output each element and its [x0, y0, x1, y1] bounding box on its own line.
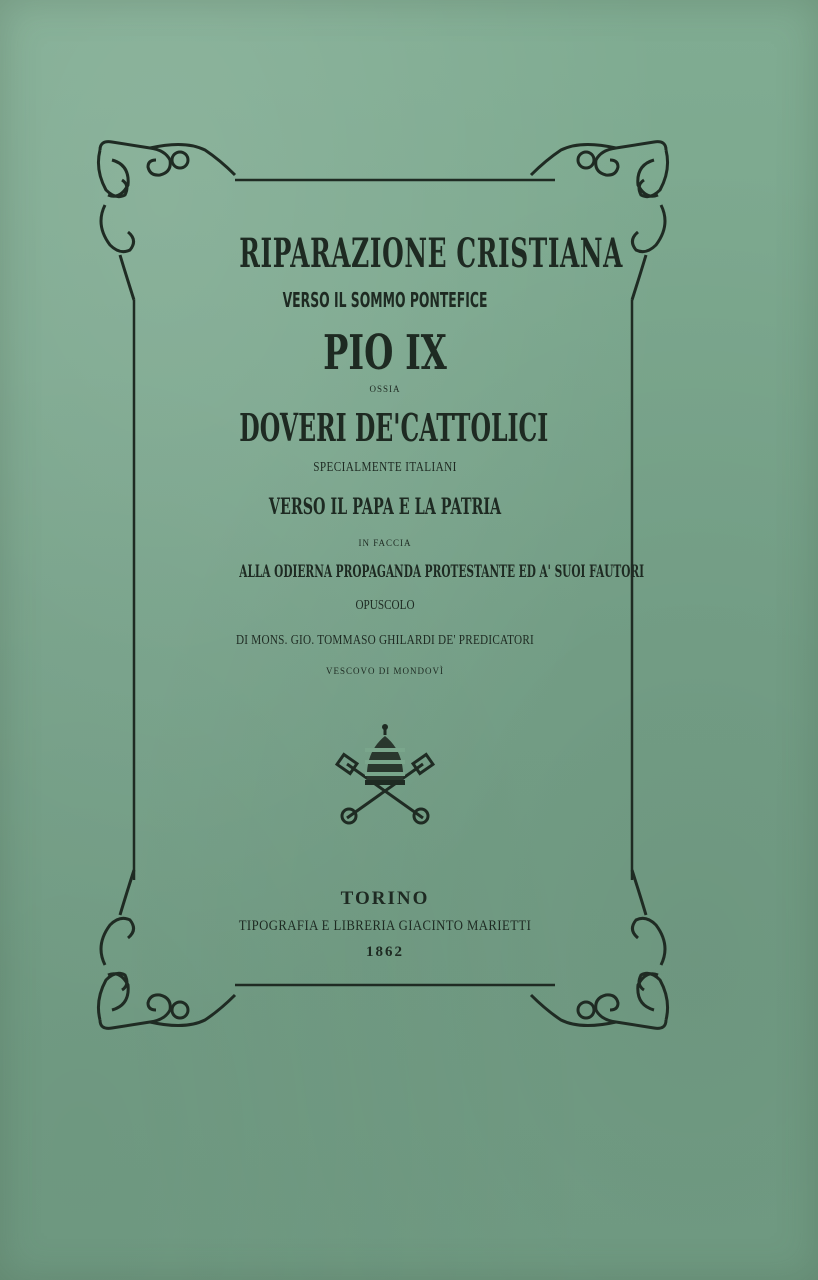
author: DI MONS. GIO. TOMMASO GHILARDI DE' PREDICATORI — [235, 633, 535, 648]
towards-text: VERSO IL PAPA E LA PATRIA — [268, 494, 502, 520]
papal-tiara-crossed-keys-icon — [335, 722, 435, 827]
work-type: OPUSCOLO — [355, 598, 415, 613]
subtitle: VERSO IL SOMMO PONTEFICE — [282, 288, 488, 312]
imprint-city: TORINO — [340, 888, 430, 909]
title-block — [150, 0, 645, 1000]
imprint-publisher: TIPOGRAFIA E LIBRERIA GIACINTO MARIETTI — [238, 918, 532, 934]
connector-text: OSSIA — [369, 384, 401, 394]
specially-text: SPECIALMENTE ITALIANI — [313, 460, 457, 475]
author-role: VESCOVO DI MONDOVÌ — [326, 666, 444, 676]
imprint-year: 1862 — [366, 944, 404, 960]
propaganda-text: ALLA ODIERNA PROPAGANDA PROTESTANTE ED A' SUOI FAUTORI — [239, 562, 645, 582]
main-title: RIPARAZIONE CRISTIANA — [239, 230, 624, 277]
pope-name: PIO IX — [323, 325, 447, 381]
facing-text: IN FACCIA — [358, 538, 412, 548]
secondary-title: DOVERI DE'CATTOLICI — [239, 405, 549, 450]
